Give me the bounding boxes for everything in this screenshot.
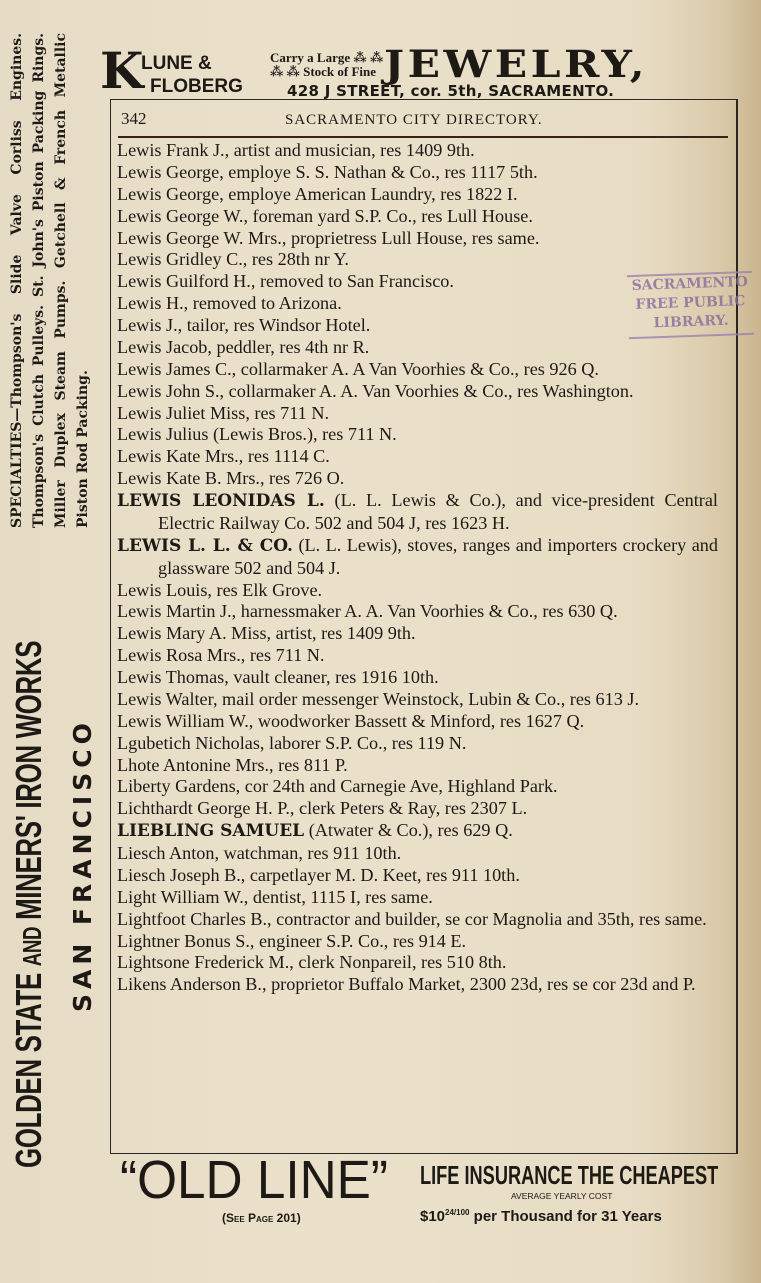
entry-text: Lewis John S., collarmaker A. A. Van Voorhies & Co., res Washington.	[117, 380, 634, 401]
directory-entry	[117, 249, 618, 271]
entry-text: Lewis Mary A. Miss, artist, res 1409 9th.	[117, 623, 416, 644]
directory-entry	[117, 184, 718, 206]
directory-entry	[117, 206, 718, 228]
directory-entry	[117, 974, 718, 996]
library-stamp	[627, 271, 754, 339]
cost-fraction: 24/100	[445, 1208, 470, 1217]
directory-entry	[117, 580, 718, 602]
footer-ad-avg-label: AVERAGE YEARLY COST	[511, 1191, 613, 1201]
entry-text: Lewis J., tailor, res Windsor Hotel.	[117, 315, 371, 335]
entry-text: Lewis George, employe American Laundry, res 1822 I.	[117, 183, 518, 204]
footer-ad-cost	[420, 1208, 662, 1225]
entry-text: Liberty Gardens, cor 24th and Carnegie Ave, Highland Park.	[117, 776, 558, 797]
page-number: 342	[121, 109, 147, 128]
company-name-rest: MINERS' IRON WORKS	[8, 640, 49, 920]
directory-entry	[117, 490, 718, 535]
entry-bold-name: LEWIS L. L. & CO.	[117, 535, 293, 556]
directory-entry	[117, 601, 718, 623]
directory-entry	[117, 952, 718, 974]
header-ad-jewelry: JEWELRY,	[384, 42, 649, 86]
header-ad-address: 428 J STREET, cor. 5th, SACRAMENTO.	[287, 82, 615, 100]
footer-ad-see-page: (See Page 201)	[222, 1211, 301, 1225]
entry-text: Lewis Louis, res Elk Grove.	[117, 579, 323, 600]
directory-entry	[117, 865, 718, 887]
entry-text: Lgubetich Nicholas, laborer S.P. Co., res 119 N.	[117, 732, 467, 753]
directory-entry	[117, 733, 718, 755]
header-rule	[118, 136, 728, 138]
header-ad-line1: LUNE &	[141, 53, 212, 74]
carry-line-2: ⁂ ⁂ Stock of Fine	[270, 64, 377, 79]
entry-text: Lewis Thomas, vault cleaner, res 1916 10th.	[117, 667, 439, 687]
company-name-and: AND	[17, 926, 47, 967]
directory-entry	[117, 446, 718, 468]
entry-text: Lewis Julius (Lewis Bros.), res 711 N.	[117, 424, 397, 445]
entry-bold-name: LIEBLING SAMUEL	[117, 821, 305, 842]
directory-entry	[117, 228, 718, 250]
entry-text: Lewis George W., foreman yard S.P. Co., res Lull House.	[117, 205, 533, 226]
directory-entries	[117, 140, 718, 996]
cost-amount: $10	[420, 1208, 446, 1225]
entry-text: Lewis William W., woodworker Bassett & Minford, res 1627 Q.	[117, 710, 585, 731]
entry-text: Light William W., dentist, 1115 I, res same.	[117, 886, 433, 907]
entry-text: Lewis Walter, mail order messenger Weinstock, Lubin & Co., res 613 J.	[117, 688, 639, 709]
carry-line-1: Carry a Large ⁂ ⁂	[270, 50, 384, 65]
entry-text: Lewis H., removed to Arizona.	[117, 293, 342, 314]
directory-entry	[117, 689, 718, 711]
directory-entry	[117, 667, 718, 689]
entry-text: Lightner Bonus S., engineer S.P. Co., res 914 E.	[117, 930, 467, 951]
directory-entry	[117, 843, 718, 865]
entry-text: Liesch Anton, watchman, res 911 10th.	[117, 843, 402, 863]
side-ad-company-name	[8, 640, 53, 1168]
entry-text: Lichthardt George H. P., clerk Peters & Ray, res 2307 L.	[117, 798, 528, 819]
stamp-line-1: SACRAMENTO	[631, 273, 749, 295]
side-ad-specialties: SPECIALTIES—Thompson's Slide Valve Corliss Engines. Thompson's Clutch Pulleys. St. John's Piston Packing Rings. Miller Duplex Steam Pumps. Getchell & French Metallic Piston Rod Packing.	[9, 33, 91, 528]
running-head: SACRAMENTO CITY DIRECTORY.	[285, 112, 543, 128]
entry-text: Lewis James C., collarmaker A. A Van Voorhies & Co., res 926 Q.	[117, 358, 599, 379]
side-ad-city: SAN FRANCISCO	[68, 718, 97, 1012]
directory-entry	[117, 271, 618, 293]
entry-text: Lewis Rosa Mrs., res 711 N.	[117, 645, 325, 666]
directory-entry	[117, 162, 718, 184]
stamp-line-2: FREE PUBLIC	[635, 293, 746, 313]
entry-text: Lewis George, employe S. S. Nathan & Co., res 1117 5th.	[117, 161, 538, 182]
directory-entry	[117, 315, 618, 337]
directory-entry	[117, 535, 718, 580]
directory-entry	[117, 798, 718, 820]
directory-entry	[117, 424, 718, 446]
entry-text: Lewis George W. Mrs., proprietress Lull House, res same.	[117, 227, 540, 248]
directory-entry	[117, 140, 718, 162]
entry-text: Lewis Kate Mrs., res 1114 C.	[117, 446, 330, 467]
header-ad-line2: FLOBERG	[150, 76, 243, 97]
entry-text: Lewis Martin J., harnessmaker A. A. Van Voorhies & Co., res 630 Q.	[117, 601, 618, 622]
directory-entry	[117, 645, 718, 667]
directory-entry	[117, 359, 718, 381]
entry-text: (L. L. Lewis), stoves, ranges and importers crockery and glassware 502 and 504 J.	[158, 534, 718, 578]
footer-ad-tagline: LIFE INSURANCE THE CHEAPEST	[420, 1160, 719, 1190]
directory-entry	[117, 337, 618, 359]
directory-entry	[117, 776, 718, 798]
directory-entry	[117, 403, 718, 425]
directory-entry	[117, 623, 718, 645]
entry-text: Lewis Gridley C., res 28th nr Y.	[117, 249, 349, 270]
entry-text: (Atwater & Co.), res 629 Q.	[304, 820, 513, 841]
entry-text: (L. L. Lewis & Co.), and vice-president Central Electric Railway Co. 502 and 504 J, res 1623 H.	[158, 490, 718, 533]
footer-ad-headline: “OLD LINE”	[120, 1150, 388, 1210]
company-name-part: GOLDEN STATE	[8, 973, 49, 1168]
cost-rest: per Thousand for 31 Years	[469, 1208, 662, 1225]
directory-entry	[117, 711, 718, 733]
entry-text: Lewis Jacob, peddler, res 4th nr R.	[117, 336, 370, 357]
entry-text: Likens Anderson B., proprietor Buffalo Market, 2300 23d, res se cor 23d and P.	[117, 974, 696, 995]
entry-text: Lhote Antonine Mrs., res 811 P.	[117, 754, 348, 775]
directory-entry	[117, 909, 718, 931]
directory-entry	[117, 468, 718, 490]
header-ad-initial: K	[100, 41, 144, 100]
directory-entry	[117, 381, 718, 403]
entry-text: Lewis Frank J., artist and musician, res 1409 9th.	[117, 140, 475, 160]
header-ad-carry	[270, 51, 382, 79]
entry-text: Liesch Joseph B., carpetlayer M. D. Keet, res 911 10th.	[117, 864, 520, 885]
entry-text: Lewis Kate B. Mrs., res 726 O.	[117, 468, 345, 489]
directory-entry	[117, 293, 618, 315]
entry-text: Lewis Juliet Miss, res 711 N.	[117, 402, 330, 423]
stamp-line-3: LIBRARY.	[653, 312, 729, 332]
directory-entry	[117, 755, 718, 777]
entry-text: Lightsone Frederick M., clerk Nonpareil, res 510 8th.	[117, 952, 507, 973]
directory-entry	[117, 931, 718, 953]
entry-bold-name: LEWIS LEONIDAS L.	[117, 491, 325, 511]
entry-text: Lightfoot Charles B., contractor and builder, se cor Magnolia and 35th, res same.	[117, 908, 707, 929]
directory-entry	[117, 887, 718, 909]
entry-text: Lewis Guilford H., removed to San Francisco.	[117, 271, 454, 292]
directory-entry	[117, 820, 718, 843]
